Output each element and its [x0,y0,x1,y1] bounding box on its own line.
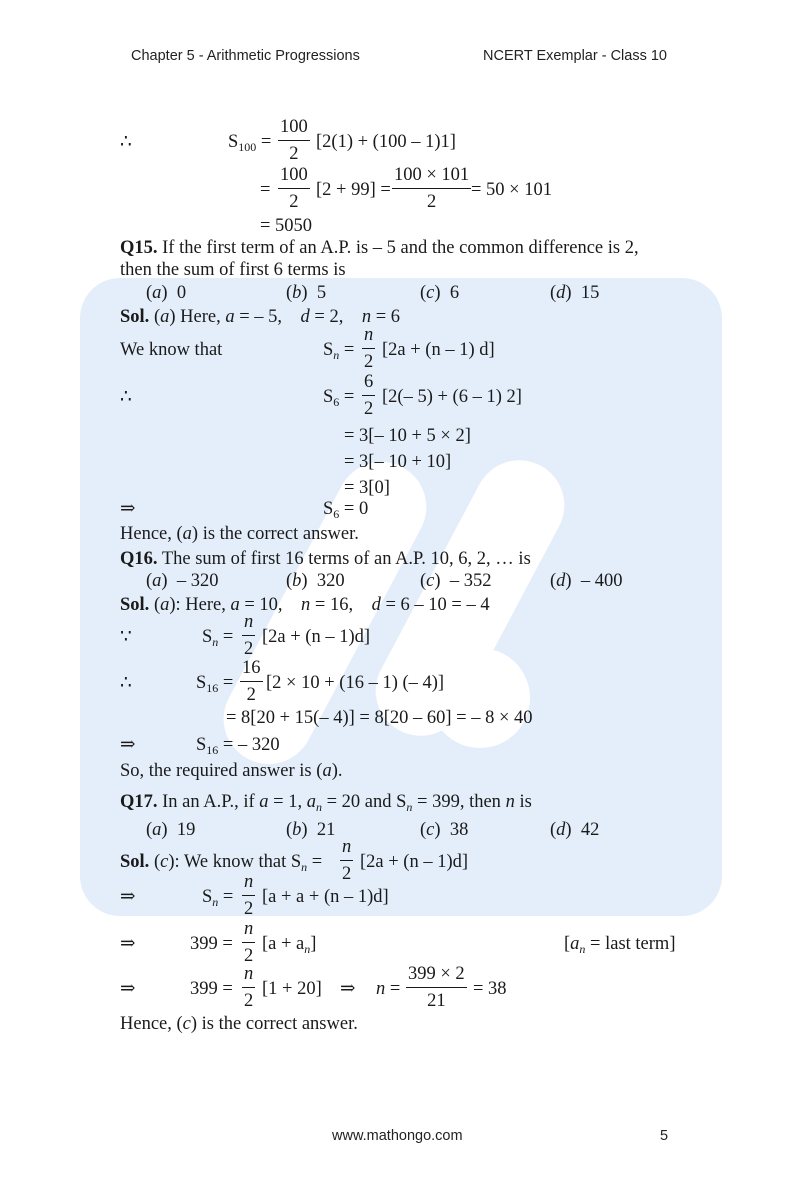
sn-formula: [2a + (n – 1) d] [382,340,495,360]
s16-result: $S_{16}$ = – 320 [196,735,280,757]
s6-step2: = 3[– 10 + 10] [344,452,452,472]
sn-lhs: $S_n$ = [202,887,234,909]
q17-solution-line: Sol. (c): We know that $S_n$ = [120,852,323,874]
q17-option-b: (b) 21 [286,820,336,840]
q17-step3-lhs: 399 = [190,979,233,999]
s16-step1: = 8[20 + 15(– 4)] = 8[20 – 60] = – 8 × 40 [226,708,533,728]
s100-final: = 5050 [260,216,313,236]
sn-expanded: [a + a + (n – 1)d] [262,887,389,907]
s6-lhs: $S_6$ = [323,387,355,409]
q15-option-d: (d) 15 [550,283,600,303]
header-book-title: NCERT Exemplar - Class 10 [483,48,667,64]
q16-option-a: (a) – 320 [146,571,219,591]
fraction-n-over-2: $\frac{n}{2}$ [244,612,254,659]
q15-option-c: (c) 6 [420,283,460,303]
q16-conclusion: So, the required answer is (a). [120,761,343,781]
page-number: 5 [660,1128,669,1144]
fraction-100x101-over-2: $\frac{100 \times 101}{2}$ [394,165,470,212]
q17-step2-rhs: $[a + a_n]$ [262,934,317,956]
q17-option-a: (a) 19 [146,820,196,840]
s16-lhs: $S_{16}$ = [196,673,234,695]
implies-symbol: ⇒ [340,979,356,999]
q15-question-line1: Q15. If the first term of an A.P. is – 5 and the common difference is 2, [120,238,639,258]
implies-symbol: ⇒ [120,934,136,954]
s6-step3: = 3[0] [344,478,390,498]
q16-solution-line: Sol. (a): Here, a = 10, n = 16, d = 6 – 10 = – 4 [120,595,490,615]
q17-step2-lhs: 399 = [190,934,233,954]
fraction-n-over-2: $\frac{n}{2}$ [364,325,374,372]
fraction-6-over-2: $\frac{6}{2}$ [364,372,374,419]
q16-option-c: (c) – 352 [420,571,492,591]
q15-question-line2: then the sum of first 6 terms is [120,260,346,280]
we-know-that: We know that [120,340,223,360]
q17-option-d: (d) 42 [550,820,600,840]
q15-option-b: (b) 5 [286,283,327,303]
s16-expression: [2 × 10 + (16 – 1) (– 4)] [266,673,445,693]
s6-step1: = 3[– 10 + 5 × 2] [344,426,471,446]
s100-step2-result: = 50 × 101 [471,180,552,200]
q17-step3-rhs: [1 + 20] [262,979,322,999]
therefore-symbol: ∴ [120,673,132,693]
footer-website-link[interactable]: www.mathongo.com [332,1128,463,1144]
implies-symbol: ⇒ [120,499,136,519]
therefore-symbol: ∴ [120,132,132,152]
sn-lhs: $S_n$ = [202,627,234,649]
q16-option-d: (d) – 400 [550,571,623,591]
s100-step2: [2 + 99] = [316,180,391,200]
equals-sign: = [260,180,271,200]
fraction-100-over-2: $\frac{100}{2}$ [280,117,308,164]
q17-conclusion: Hence, (c) is the correct answer. [120,1014,358,1034]
fraction-16-over-2: $\frac{16}{2}$ [242,658,261,705]
implies-symbol: ⇒ [120,887,136,907]
therefore-symbol: ∴ [120,387,132,407]
fraction-n-over-2: $\frac{n}{2}$ [244,919,254,966]
q17-question: Q17. In an A.P., if a = 1, $a_n = 20$ and $S_n = 399$, then n is [120,792,532,814]
q16-question: Q16. The sum of first 16 terms of an A.P. 10, 6, 2, … is [120,549,531,569]
fraction-399x2-over-21: $\frac{399 \times 2}{21}$ [408,964,465,1011]
n-equals: n = [376,979,401,999]
fraction-n-over-2: $\frac{n}{2}$ [342,837,352,884]
sn-lhs: $S_n$ = [323,340,355,362]
fraction-n-over-2: $\frac{n}{2}$ [244,964,254,1011]
q15-option-a: (a) 0 [146,283,187,303]
implies-symbol: ⇒ [120,979,136,999]
q17-option-c: (c) 38 [420,820,469,840]
fraction-100-over-2: $\frac{100}{2}$ [280,165,308,212]
n-result: = 38 [473,979,507,999]
header-chapter-title: Chapter 5 - Arithmetic Progressions [131,48,360,64]
q15-solution-line: Sol. (a) Here, a = – 5, d = 2, n = 6 [120,307,401,327]
sn-formula: [2a + (n – 1)d] [360,852,469,872]
s6-expression: [2(– 5) + (6 – 1) 2] [382,387,522,407]
last-term-note: [$a_n$ = last term] [564,934,676,956]
s6-result: $S_6 = 0$ [323,499,369,521]
q15-conclusion: Hence, (a) is the correct answer. [120,524,359,544]
s100-lhs: $S_{100}$ = [228,132,272,154]
because-symbol: ∵ [120,627,132,647]
s100-expression: [2(1) + (100 – 1)1] [316,132,456,152]
implies-symbol: ⇒ [120,735,136,755]
q16-option-b: (b) 320 [286,571,345,591]
fraction-n-over-2: $\frac{n}{2}$ [244,872,254,919]
sn-formula: [2a + (n – 1)d] [262,627,371,647]
